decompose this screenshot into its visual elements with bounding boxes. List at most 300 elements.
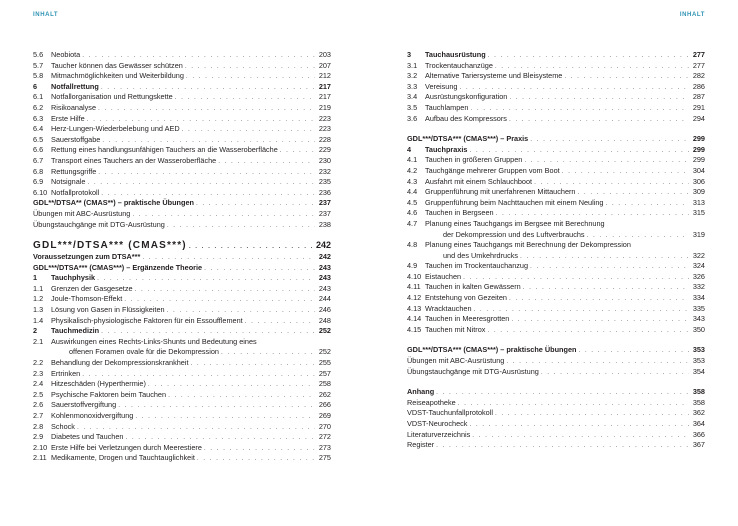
dot-leader [509, 115, 689, 126]
toc-entry [33, 103, 331, 114]
toc-entry [407, 82, 705, 93]
toc-entry [33, 443, 331, 454]
toc-entry-page: 217 [318, 92, 331, 102]
toc-entry-page: 282 [692, 71, 705, 81]
toc-entry-number: 1.2 [33, 294, 44, 304]
toc-entry-page: 269 [318, 411, 331, 420]
toc-entry-title: Tauchen in kalten Gewässern [425, 282, 521, 292]
toc-entry-title: Physikalisch-physiologische Faktoren für ein Essoufflement [51, 315, 243, 325]
toc-entry [33, 145, 331, 156]
toc-entry [33, 411, 331, 422]
dot-leader [488, 51, 689, 62]
dot-leader [218, 157, 315, 168]
toc-entry-page: 306 [692, 176, 705, 186]
toc-entry [33, 198, 331, 209]
toc-entry-page: 299 [692, 134, 705, 144]
toc-entry-page: 217 [318, 81, 331, 91]
dot-leader [436, 388, 689, 399]
dot-leader [204, 264, 315, 275]
toc-entry-title: Übungen mit ABC-Ausrüstung [407, 356, 505, 366]
toc-entry-page: 228 [318, 134, 331, 144]
toc-entry-title: Tauchausrüstung [425, 50, 486, 59]
toc-entry-page: 266 [318, 400, 331, 410]
toc-entry [407, 71, 705, 82]
toc-entry [407, 61, 705, 72]
toc-entry-title: Planung eines Tauchgangs mit Berechnung der Dekompression [425, 240, 631, 250]
toc-entry-title: Medikamente, Drogen und Tauchtauglichkeit [51, 453, 195, 463]
toc-entry-title: Übungen mit ABC-Ausrüstung [33, 208, 131, 218]
toc-entry-number: 3.2 [407, 71, 418, 81]
toc-entry-title: Wracktauchen [425, 303, 472, 313]
toc-entry-title: Joule-Thomson-Effekt [51, 294, 123, 304]
toc-entry-number: 3.3 [407, 81, 418, 91]
toc-entry-page: 354 [692, 366, 705, 376]
toc-entry-number: 4.2 [407, 165, 418, 175]
toc-entry-title: GDL**/DTSA** (CMAS**) – praktische Übungen [33, 198, 194, 208]
toc-entry-title: Trockentauchanzüge [425, 60, 493, 70]
toc-entry [407, 114, 705, 125]
toc-entry-number: 2.2 [33, 358, 44, 368]
toc-entry-number: 6.1 [33, 92, 44, 102]
dot-leader [495, 409, 689, 420]
toc-entry [33, 453, 331, 464]
toc-entry-title: Rettung eines handlungsunfähigen Tauchers an die Wasseroberfläche [51, 145, 278, 155]
toc-entry [33, 273, 331, 284]
toc-entry-title: Reiseapotheke [407, 397, 456, 407]
dot-leader [135, 285, 315, 296]
toc-entry-number: 4.1 [407, 155, 418, 165]
toc-entry-title: VDST-Neurocheck [407, 419, 468, 428]
toc-entry-page: 343 [692, 314, 705, 324]
toc-entry-title: Tauchgänge mehrerer Gruppen vom Boot [425, 165, 560, 175]
dot-leader [520, 252, 689, 263]
dot-leader [605, 199, 689, 210]
toc-entry-number: 2.3 [33, 368, 44, 378]
toc-entry-page: 262 [318, 389, 331, 399]
toc-entry-title: Tauchen in Meeresgrotten [425, 314, 510, 324]
toc-entry-title: Sauerstoffgabe [51, 134, 101, 144]
toc-entry-title: GDL***/DTSA*** (CMAS***) – Ergänzende Theorie [33, 262, 203, 272]
toc-entry-page: 287 [692, 92, 705, 102]
toc-entry-number: 1.3 [33, 305, 44, 315]
toc-entry-page: 252 [318, 326, 331, 336]
toc-entry-number: 4.3 [407, 176, 418, 186]
toc-entry [33, 379, 331, 390]
toc-entry [407, 272, 705, 283]
toc-entry-title: Gruppenführung beim Nachttauchen mit einem Neuling [425, 197, 604, 207]
toc-entry-number: 2.8 [33, 421, 44, 431]
toc-entry-page: 353 [692, 345, 705, 355]
toc-entry-title: Risikoanalyse [51, 102, 97, 112]
toc-entry [407, 440, 705, 451]
toc-entry-page: 237 [318, 208, 331, 218]
dot-leader [118, 401, 315, 412]
toc-entry [33, 422, 331, 433]
toc-entry-number: 6.7 [33, 155, 44, 165]
toc-entry [33, 220, 331, 231]
toc-entry [33, 61, 331, 72]
toc-entry [33, 177, 331, 188]
toc-entry [407, 304, 705, 315]
toc-entry-title: Übungstauchgänge mit DTG-Ausrüstung [33, 219, 165, 229]
toc-entry [33, 347, 331, 358]
toc-entry-page: 257 [318, 368, 331, 378]
dot-leader [564, 72, 689, 83]
toc-entry [33, 263, 331, 274]
toc-entry-page: 358 [692, 397, 705, 407]
toc-entry-title: Tauchen in größeren Gruppen [425, 155, 523, 165]
toc-entry-page: 242 [318, 252, 331, 262]
toc-entry [33, 114, 331, 125]
toc-entry [33, 82, 331, 93]
toc-entry-title: Tauchen mit Nitrox [425, 324, 486, 334]
dot-leader [245, 317, 315, 328]
dot-leader [191, 359, 315, 370]
toc-entry [407, 92, 705, 103]
toc-entry-number: 2.5 [33, 389, 44, 399]
toc-entry-number: 4.4 [407, 187, 418, 197]
toc-entry [33, 326, 331, 337]
toc-entry-page: 238 [318, 219, 331, 229]
toc-entry-page: 309 [692, 187, 705, 197]
toc-entry [407, 251, 705, 262]
toc-entry-title: GDL***/DTSA*** (CMAS***) – praktische Übungen [407, 345, 577, 355]
toc-entry-page: 332 [692, 282, 705, 292]
toc-entry-page: 366 [692, 429, 705, 439]
toc-entry [407, 408, 705, 419]
toc-entry [407, 367, 705, 378]
dot-leader [530, 262, 689, 273]
dot-leader [487, 326, 689, 337]
dot-leader [221, 348, 315, 359]
toc-entry-number: 4 [407, 144, 412, 154]
running-header-left: INHALT [33, 12, 59, 18]
toc-entry-title: offenen Foramen ovale für die Dekompression [69, 347, 219, 357]
toc-entry [33, 209, 331, 220]
toc-entry-number: 6 [33, 81, 38, 91]
toc-entry-number: 3.4 [407, 92, 418, 102]
toc-entry-number: 2.9 [33, 432, 44, 442]
toc-entry-page: 235 [318, 177, 331, 187]
toc-entry-number: 1 [33, 273, 38, 283]
dot-leader [509, 93, 689, 104]
toc-entry-title: Sauerstoffvergiftung [51, 400, 117, 410]
toc-entry-number: 2.4 [33, 379, 44, 389]
toc-entry-page: 362 [692, 408, 705, 418]
toc-entry-number: 2.11 [33, 453, 47, 463]
toc-entry [33, 156, 331, 167]
toc-entry-number: 3.5 [407, 102, 418, 112]
toc-entry-number: 4.12 [407, 293, 422, 303]
toc-entry-title: Lösung von Gasen in Flüssigkeiten [51, 305, 165, 315]
running-header-right: INHALT [679, 12, 705, 18]
toc-entry [407, 387, 705, 398]
toc-entry-number: 6.4 [33, 124, 44, 134]
dot-leader [189, 240, 314, 254]
toc-entry-page: 232 [318, 166, 331, 176]
toc-entry-number: 4.14 [407, 314, 422, 324]
toc-entry-title: Alternative Tariersysteme und Bleisysteme [425, 71, 563, 81]
toc-entry-title: Taucher können das Gewässer schützen [51, 60, 183, 70]
toc-entry-page: 255 [318, 358, 331, 368]
toc-entry-title: Erste Hilfe [51, 113, 85, 123]
toc-column-left [33, 50, 331, 464]
toc-entry-title: GDL***/DTSA*** (CMAS***) – Praxis [407, 134, 529, 144]
toc-entry [407, 314, 705, 325]
toc-entry [407, 134, 705, 145]
toc-entry [33, 167, 331, 178]
toc-entry-title: Kohlenmonoxidvergiftung [51, 411, 134, 420]
toc-entry-number: 6.2 [33, 102, 44, 112]
dot-leader [469, 420, 689, 431]
toc-entry [33, 92, 331, 103]
toc-entry [407, 219, 705, 230]
dot-leader [168, 391, 315, 402]
toc-entry [407, 166, 705, 177]
dot-leader [98, 104, 315, 115]
toc-entry [407, 261, 705, 272]
dot-leader [562, 167, 689, 178]
toc-entry-page: 334 [692, 293, 705, 303]
toc-entry-title: Ausrüstungskonfiguration [425, 92, 508, 102]
toc-entry-page: 315 [692, 208, 705, 218]
toc-entry-page: 223 [318, 124, 331, 134]
toc-entry-title: Tauchlampen [425, 102, 469, 112]
toc-entry-page: 324 [692, 261, 705, 271]
toc-entry [407, 345, 705, 356]
toc-entry-title: Tauchen im Trockentauchanzug [425, 261, 529, 271]
toc-entry-number: 2 [33, 326, 38, 336]
toc-entry-page: 244 [318, 294, 331, 304]
dot-leader [185, 62, 315, 73]
toc-entry-title: Hitzeschäden (Hyperthermie) [51, 379, 146, 389]
toc-entry-title: Mitmachmöglichkeiten und Weiterbildung [51, 71, 184, 81]
toc-entry-number: 5.8 [33, 71, 44, 81]
toc-entry [407, 398, 705, 409]
toc-entry-title: Aufbau des Kompressors [425, 113, 507, 123]
toc-entry [407, 356, 705, 367]
toc-entry-number: 4.15 [407, 324, 422, 334]
toc-entry-page: 258 [318, 379, 331, 389]
toc-entry-page: 299 [692, 155, 705, 165]
toc-entry-number: 4.7 [407, 218, 418, 228]
toc-entry-title: Ausfahrt mit einem Schlauchboot [425, 176, 533, 186]
toc-entry-number: 6.10 [33, 187, 48, 197]
toc-entry-page: 252 [318, 347, 331, 357]
toc-entry-page: 243 [318, 283, 331, 293]
toc-entry-page: 294 [692, 113, 705, 123]
dot-leader [135, 412, 315, 423]
toc-entry-number: 3.6 [407, 113, 418, 123]
toc-entry-page: 277 [692, 60, 705, 70]
toc-entry-page: 273 [318, 442, 331, 452]
toc-entry-title: Übungstauchgänge mit DTG-Ausrüstung [407, 366, 539, 376]
toc-entry-number: 5.7 [33, 60, 44, 70]
toc-entry [33, 316, 331, 327]
dot-leader [197, 454, 315, 465]
toc-entry-page: 203 [318, 50, 331, 59]
toc-entry-number: 5.6 [33, 50, 44, 59]
toc-entry-page: 313 [692, 197, 705, 207]
toc-entry-page: 299 [692, 144, 705, 154]
toc-entry [407, 155, 705, 166]
toc-entry-number: 4.11 [407, 282, 421, 292]
toc-entry [33, 390, 331, 401]
toc-entry-title: Anhang [407, 387, 435, 397]
dot-leader [87, 178, 315, 189]
dot-leader [148, 380, 315, 391]
toc-entry-title: Tauchphysik [51, 273, 96, 283]
dot-leader [578, 346, 689, 357]
dot-leader [472, 431, 689, 442]
toc-entry [407, 208, 705, 219]
toc-entry [407, 187, 705, 198]
toc-entry-page: 212 [318, 71, 331, 81]
toc-entry-number: 2.7 [33, 411, 44, 420]
toc-entry-title: Notsignale [51, 177, 86, 187]
toc-entry-number: 4.6 [407, 208, 418, 218]
toc-entry [33, 238, 331, 252]
dot-leader [509, 294, 689, 305]
toc-entry-title: Literaturverzeichnis [407, 429, 471, 439]
toc-entry [407, 419, 705, 430]
toc-entry-title: Diabetes und Tauchen [51, 432, 124, 442]
toc-entry [33, 369, 331, 380]
toc-entry-number: 4.13 [407, 303, 422, 313]
toc-entry-title: Vereisung [425, 81, 458, 91]
toc-entry-title: Transport eines Tauchers an der Wasseroberfläche [51, 155, 217, 165]
toc-entry-title: Notfallprotokoll [51, 187, 100, 197]
toc-entry-page: 275 [318, 453, 331, 463]
toc-entry-number: 6.9 [33, 177, 44, 187]
toc-entry [407, 50, 705, 61]
toc-entry-page: 277 [692, 50, 705, 59]
toc-entry-title: und des Umkehrdrucks [443, 250, 519, 260]
toc-entry-title: Tauchmedizin [51, 326, 100, 336]
toc-entry-title: Voraussetzungen zum DTSA*** [33, 252, 141, 262]
toc-entry-page: 242 [315, 240, 331, 251]
dot-leader [530, 135, 689, 146]
toc-entry [407, 325, 705, 336]
toc-entry-page: 237 [318, 198, 331, 208]
toc-entry [407, 198, 705, 209]
toc-entry-title: Erste Hilfe bei Verletzungen durch Meerestiere [51, 442, 202, 452]
toc-entry-title: Gruppenführung mit unerfahrenen Mittauchern [425, 187, 576, 197]
toc-entry-page: 364 [692, 419, 705, 428]
dot-leader [541, 368, 689, 379]
dot-leader [98, 168, 315, 179]
toc-column-right [407, 50, 705, 451]
toc-entry [407, 177, 705, 188]
toc-entry-page: 286 [692, 81, 705, 91]
toc-entry-page: 335 [692, 303, 705, 313]
toc-entry-title: Ertrinken [51, 368, 81, 378]
toc-entry [33, 400, 331, 411]
toc-entry-number: 4.5 [407, 197, 418, 207]
toc-entry-number: 6.6 [33, 145, 44, 155]
toc-entry-number: 6.5 [33, 134, 44, 144]
toc-entry [407, 293, 705, 304]
toc-entry-title: der Dekompression und des Luftverbrauchs [443, 229, 585, 239]
toc-entry-number: 1.1 [33, 283, 44, 293]
toc-entry-title: Rettungsgriffe [51, 166, 97, 176]
toc-entry [33, 358, 331, 369]
toc-entry-number: 4.10 [407, 271, 422, 281]
toc-entry-number: 1.4 [33, 315, 44, 325]
toc-entry-page: 367 [692, 440, 705, 450]
toc-entry-page: 243 [318, 273, 331, 283]
toc-entry-page: 219 [318, 102, 331, 112]
toc-entry [33, 294, 331, 305]
dot-leader [167, 221, 315, 232]
dot-leader [186, 72, 315, 83]
toc-entry [407, 103, 705, 114]
toc-entry-number: 2.1 [33, 336, 44, 346]
toc-entry-title: Behandlung der Dekompressionskrankheit [51, 358, 189, 368]
dot-leader [175, 93, 315, 104]
dot-leader [280, 146, 315, 157]
toc-entry-page: 223 [318, 113, 331, 123]
toc-entry [407, 145, 705, 156]
dot-leader [196, 199, 315, 210]
toc-entry [407, 282, 705, 293]
toc-entry-number: 6.8 [33, 166, 44, 176]
toc-entry-page: 326 [692, 271, 705, 281]
toc-entry-page: 272 [318, 432, 331, 442]
toc-entry-page: 243 [318, 262, 331, 272]
toc-entry [33, 305, 331, 316]
toc-entry-title: Tauchen in Bergseen [425, 208, 494, 218]
toc-entry-title: Entstehung von Gezeiten [425, 293, 507, 303]
toc-entry-title: Grenzen der Gasgesetze [51, 283, 133, 293]
dot-leader [511, 315, 689, 326]
toc-entry-number: 2.6 [33, 400, 44, 410]
toc-entry-page: 246 [318, 305, 331, 315]
dot-leader [523, 283, 689, 294]
toc-entry [33, 337, 331, 348]
toc-entry [33, 252, 331, 263]
toc-entry-title: Auswirkungen eines Rechts-Links-Shunts und Bedeutung eines [51, 336, 257, 346]
toc-entry [33, 71, 331, 82]
toc-entry-page: 304 [692, 165, 705, 175]
toc-entry-title: Tauchpraxis [425, 144, 468, 154]
toc-entry [33, 284, 331, 295]
toc-entry-page: 229 [318, 145, 331, 155]
toc-entry-page: 230 [318, 155, 331, 165]
toc-entry [33, 135, 331, 146]
toc-entry-number: 3.1 [407, 60, 418, 70]
toc-entry-title: Notfallrettung [51, 81, 99, 91]
toc-entry-number: 6.3 [33, 113, 44, 123]
toc-entry-page: 358 [692, 387, 705, 397]
dot-leader [436, 441, 689, 452]
toc-entry [407, 430, 705, 441]
toc-entry-title: Notfallorganisation und Rettungskette [51, 92, 173, 102]
toc-entry [33, 432, 331, 443]
toc-entry [407, 230, 705, 241]
toc-entry-title: Herz-Lungen-Wiederbelebung und AED [51, 124, 180, 134]
toc-entry-title: Eistauchen [425, 271, 462, 281]
toc-entry-title: Neobiota [51, 50, 81, 59]
toc-entry-page: 207 [318, 60, 331, 70]
toc-entry-title: Schock [51, 421, 75, 431]
toc-entry-page: 248 [318, 315, 331, 325]
toc-entry-title: Planung eines Tauchgangs im Bergsee mit Berechnung [425, 218, 605, 228]
toc-entry-title: Register [407, 440, 435, 450]
toc-entry-title: GDL***/DTSA*** (CMAS***) [33, 240, 187, 252]
toc-entry-title: Psychische Faktoren beim Tauchen [51, 389, 167, 399]
dot-leader [182, 125, 315, 136]
